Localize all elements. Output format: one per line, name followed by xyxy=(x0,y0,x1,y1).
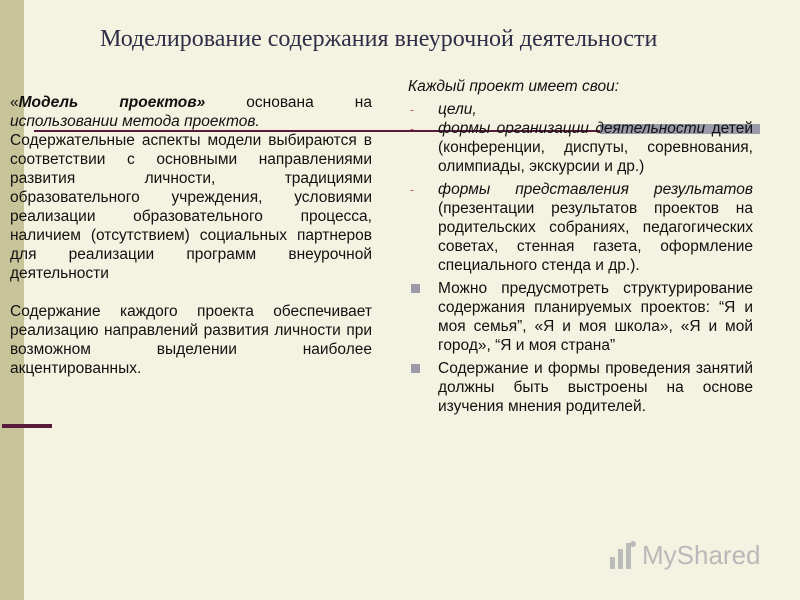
intro-text: основана на xyxy=(205,94,372,111)
watermark-text: MyShared xyxy=(642,539,761,570)
dash-bullet-icon: - xyxy=(410,182,415,197)
forms-results-italic: формы представления результатов xyxy=(438,181,753,198)
model-intro xyxy=(10,93,372,131)
dash-bullet-icon: - xyxy=(410,102,415,117)
list-item-content-forms xyxy=(408,359,753,416)
square-bullet-icon xyxy=(411,284,420,293)
structuring-text: Можно предусмотреть структурирование содержания планируемых проектов: “Я и моя семья”, «Я и моя школа», «Я и мой город», “Я и моя страна” xyxy=(438,280,753,354)
forms-org-italic: формы организации деятельности xyxy=(438,120,706,137)
aspects-paragraph: Содержательные аспекты модели выбираются в соответствии с основными направлениями развития личности, традициями образовательного учреждения, условиями реализации образовательного процесса, наличием (отсутствием) социальных партнеров для реализации программ внеурочной деятельности xyxy=(10,132,372,282)
dash-bullet-icon: - xyxy=(410,121,415,136)
goals-text: цели, xyxy=(438,101,477,118)
list-item-goals xyxy=(408,100,753,119)
list-item-forms-results xyxy=(408,180,753,275)
content-forms-text: Содержание и формы проведения занятий должны быть выстроены на основе изучения мнения родителей. xyxy=(438,360,753,415)
model-name: Модель проектов» xyxy=(18,94,206,111)
watermark xyxy=(608,538,761,572)
project-intro: Каждый проект имеет свои: xyxy=(408,78,619,95)
forms-results-text: (презентации результатов проектов на родительских собраниях, педагогических советах, стенная газета, оформление специального стенда и др.). xyxy=(438,200,753,274)
list-item-forms-organization xyxy=(408,119,753,176)
slide-title: Моделирование содержания внеурочной деятельности xyxy=(100,26,658,52)
list-item-structuring xyxy=(408,279,753,355)
square-bullet-icon xyxy=(411,364,420,373)
content-paragraph: Содержание каждого проекта обеспечивает реализацию направлений развития личности при возможном выделении наиболее акцентированных. xyxy=(10,303,372,377)
forms-org-text: детей (конференции, диспуты, соревнования, олимпиады, экскурсии и др.) xyxy=(438,120,753,175)
method-text: использовании метода проектов. xyxy=(10,113,260,130)
left-column xyxy=(10,93,372,378)
bar-chart-icon xyxy=(608,539,638,571)
side-accent-bar xyxy=(2,424,52,428)
right-column xyxy=(408,77,753,416)
quote-open: « xyxy=(10,94,19,111)
